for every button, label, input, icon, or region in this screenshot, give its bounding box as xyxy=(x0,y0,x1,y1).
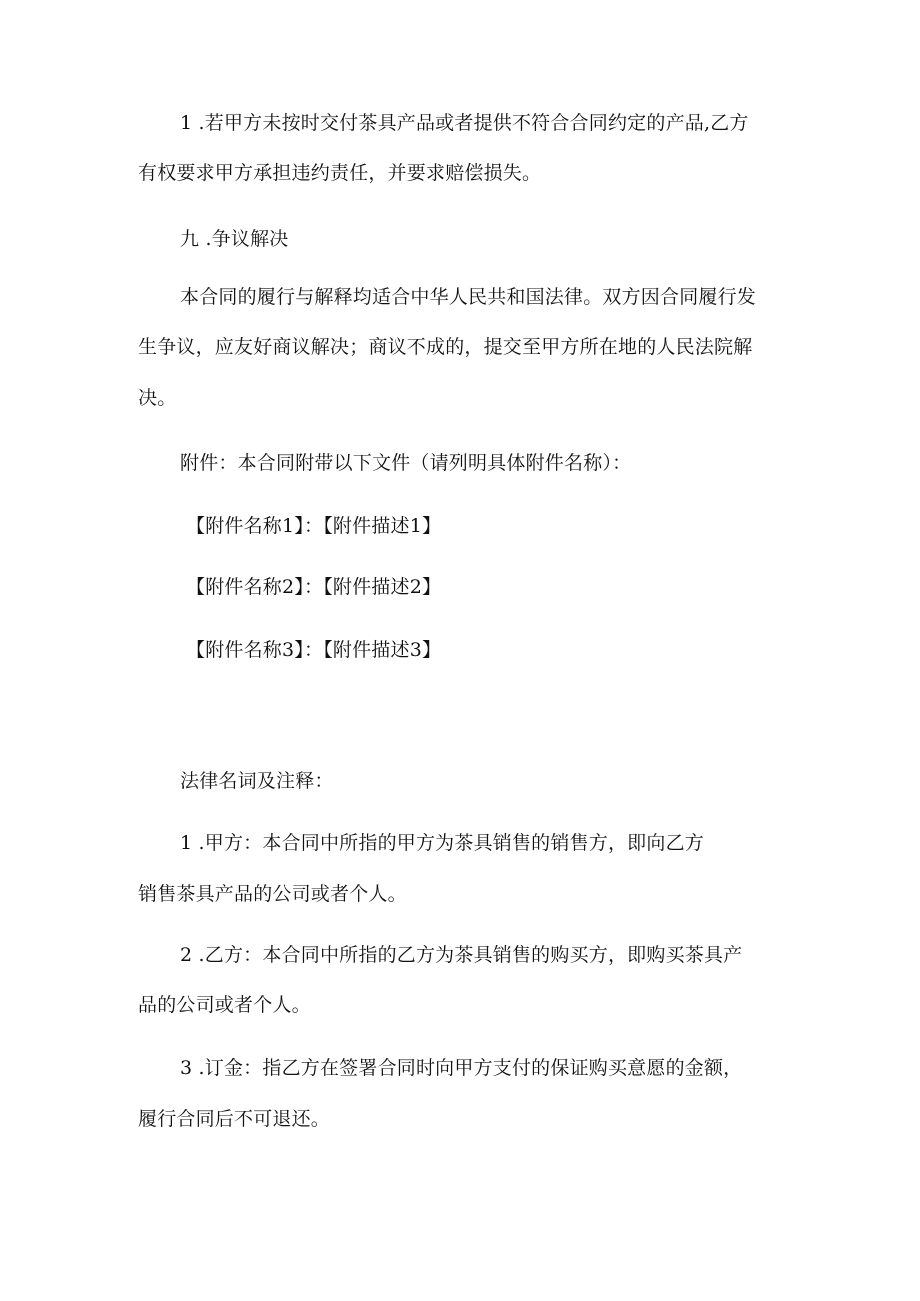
glossary-term-1-line-1: 1 .甲方：本合同中所指的甲方为茶具销售的销售方，即向乙方 xyxy=(180,832,704,854)
attachment-item-2: 【附件名称2】：【附件描述2】 xyxy=(186,576,442,598)
dispute-paragraph-line-3: 决。 xyxy=(138,387,177,409)
glossary-term-2-line-2: 品的公司或者个人。 xyxy=(138,994,311,1016)
attachment-item-1: 【附件名称1】：【附件描述1】 xyxy=(186,515,442,537)
glossary-term-2-line-1: 2 .乙方：本合同中所指的乙方为茶具销售的购买方，即购买茶具产 xyxy=(180,944,743,966)
dispute-paragraph-line-2: 生争议，应友好商议解决；商议不成的，提交至甲方所在地的人民法院解 xyxy=(138,336,753,358)
glossary-term-1-line-2: 销售茶具产品的公司或者个人。 xyxy=(138,883,407,905)
glossary-heading: 法律名词及注释： xyxy=(180,770,334,792)
clause-1-line-2: 有权要求甲方承担违约责任，并要求赔偿损失。 xyxy=(138,162,542,184)
glossary-term-3-line-1: 3 .订金：指乙方在签署合同时向甲方支付的保证购买意愿的金额， xyxy=(180,1057,743,1079)
glossary-term-3-line-2: 履行合同后不可退还。 xyxy=(138,1108,331,1130)
clause-1-line-1: 1 .若甲方未按时交付茶具产品或者提供不符合合同约定的产品,乙方 xyxy=(180,112,749,134)
section-heading-dispute: 九 .争议解决 xyxy=(180,228,289,250)
attachment-item-3: 【附件名称3】：【附件描述3】 xyxy=(186,639,442,661)
dispute-paragraph-line-1: 本合同的履行与解释均适合中华人民共和国法律。双方因合同履行发 xyxy=(180,286,757,308)
attachments-intro: 附件：本合同附带以下文件（请列明具体附件名称）： xyxy=(180,452,632,474)
